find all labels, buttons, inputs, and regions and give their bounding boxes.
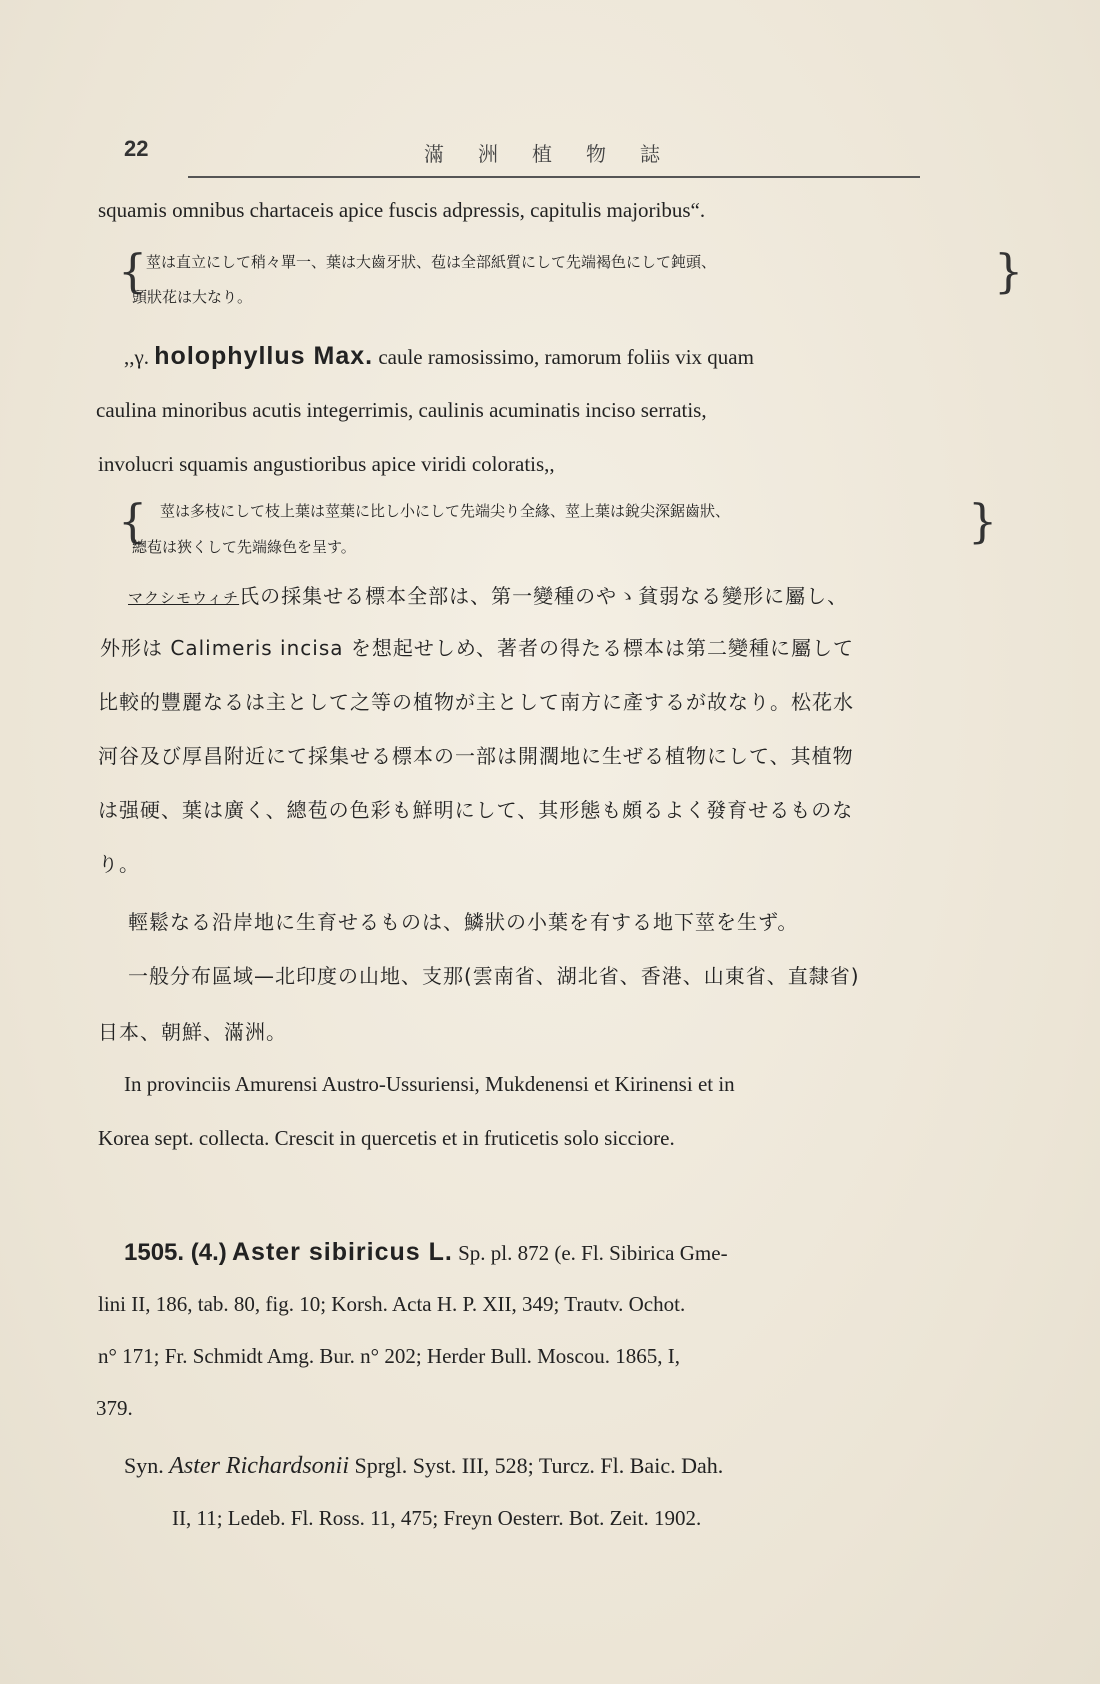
japanese-note-line: 總苞は狹くして先端綠色を呈す。: [132, 538, 356, 556]
person-name: マクシモウィチ: [128, 589, 240, 607]
header-rule: [188, 176, 920, 178]
japanese-note-line: 頭狀花は大なり。: [132, 288, 253, 306]
variety-marker: ,,γ.: [124, 345, 150, 369]
right-brace: }: [994, 244, 1024, 298]
synonym-name: Aster Richardsonii: [169, 1453, 350, 1479]
synonym-citation: Sprgl. Syst. III, 528; Turcz. Fl. Baic. Dah.: [354, 1453, 724, 1478]
left-brace: {: [118, 244, 148, 298]
japanese-note-line: 莖は直立にして稍々單一、葉は大齒牙狀、苞は全部紙質にして先端褐色にして鈍頭、: [146, 253, 717, 271]
variety-description: caule ramosissimo, ramorum foliis vix quam: [378, 345, 754, 369]
species-number: 1505. (4.): [124, 1239, 227, 1266]
text-line: Korea sept. collecta. Crescit in quercetis et in fruticetis solo sicciore.: [98, 1126, 675, 1150]
citation-line: lini II, 186, tab. 80, fig. 10; Korsh. Acta H. P. XII, 349; Trautv. Ochot.: [98, 1292, 686, 1316]
paragraph-line: 比較的豐麗なるは主として之等の植物が主として南方に產するが故なり。松花水: [98, 690, 854, 714]
paragraph-line: 外形は Calimeris incisa を想起せしめ、著者の得たる標本は第二變種に屬して: [100, 636, 855, 660]
page-header: [124, 136, 920, 168]
right-brace: }: [968, 494, 998, 548]
synonym-line: [124, 1454, 723, 1478]
left-brace: {: [118, 494, 148, 548]
variety-name: holophyllus Max.: [154, 342, 374, 370]
text-line: involucri squamis angustioribus apice viridi coloratis,,: [98, 452, 555, 476]
paragraph-line: り。: [98, 852, 140, 876]
synonym-line: II, 11; Ledeb. Fl. Ross. 11, 475; Freyn Oesterr. Bot. Zeit. 1902.: [172, 1506, 702, 1530]
text-line: caulina minoribus acutis integerrimis, caulinis acuminatis inciso serratis,: [96, 398, 707, 422]
running-title: 滿洲植物誌: [424, 142, 694, 166]
variety-heading-line: [124, 344, 754, 369]
paragraph-line: 河谷及び厚昌附近にて採集せる標本の一部は開濶地に生ぜる植物にして、其植物: [98, 744, 854, 768]
paragraph-line: [128, 586, 848, 606]
citation-line: 379.: [96, 1396, 133, 1420]
synonym-label: Syn.: [124, 1453, 164, 1478]
text-line: squamis omnibus chartaceis apice fuscis adpressis, capitulis majoribus“.: [98, 198, 706, 222]
species-citation: Sp. pl. 872 (e. Fl. Sibirica Gme-: [458, 1241, 728, 1265]
species-name: Aster sibiricus L.: [231, 1238, 453, 1266]
page-number: 22: [124, 136, 149, 161]
paragraph-line: は强硬、葉は廣く、總苞の色彩も鮮明にして、其形態も頗るよく發育せるものな: [98, 798, 854, 822]
species-heading-line: [124, 1240, 728, 1265]
japanese-note-line: 莖は多枝にして枝上葉は莖葉に比し小にして先端尖り全緣、莖上葉は銳尖深鋸齒狀、: [160, 502, 731, 520]
distribution-line: 日本、朝鮮、滿洲。: [98, 1020, 287, 1044]
distribution-line: 一般分布區域—北印度の山地、支那(雲南省、湖北省、香港、山東省、直隸省): [128, 964, 860, 988]
text-line: In provinciis Amurensi Austro-Ussuriensi, Mukdenensi et Kirinensi et in: [124, 1072, 735, 1096]
citation-line: n° 171; Fr. Schmidt Amg. Bur. n° 202; Herder Bull. Moscou. 1865, I,: [98, 1344, 681, 1368]
paragraph-line: 輕鬆なる沿岸地に生育せるものは、鱗狀の小葉を有する地下莖を生ず。: [128, 910, 799, 934]
paragraph-text: 氏の採集せる標本全部は、第一變種のやゝ貧弱なる變形に屬し、: [239, 584, 849, 608]
